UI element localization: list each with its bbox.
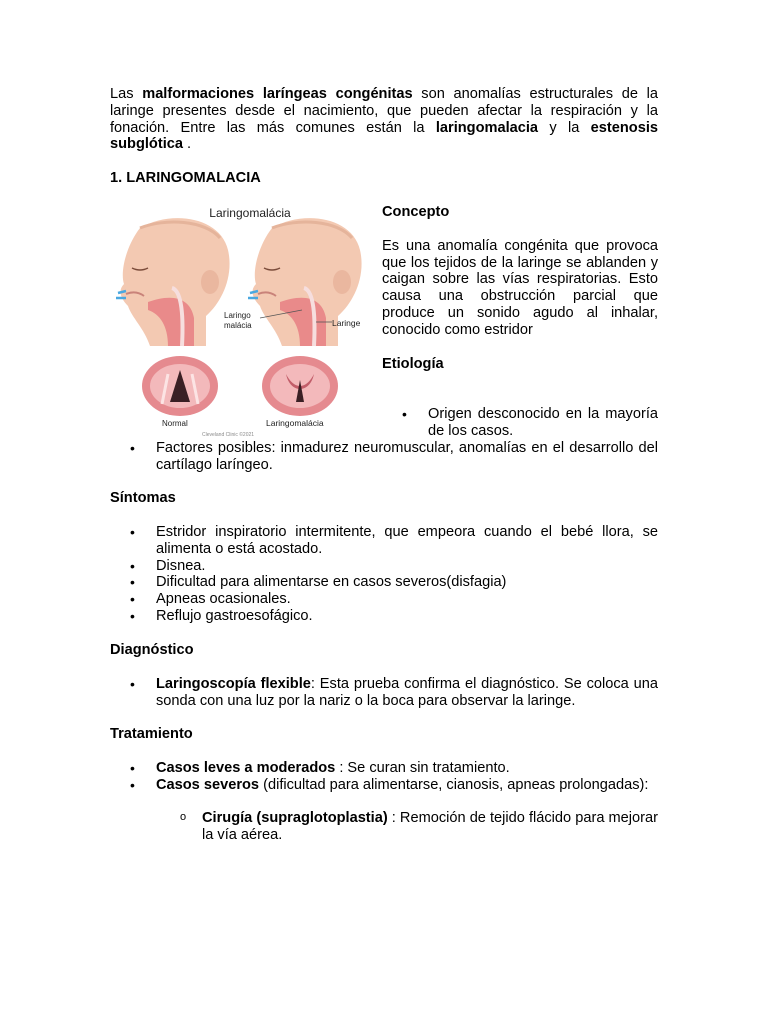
airway-view-normal [142,356,218,416]
list-item [110,760,658,777]
list-item: • Factores posibles: inmadurez neuromuscular, anomalías en el desarrollo del cartílago laríngeo. [110,440,658,474]
figure-credit: Cleveland Clinic ©2021 [202,432,255,438]
list-item [110,810,658,844]
caption-normal: Normal [162,419,188,428]
sintomas-list [110,524,658,625]
tratamiento-sub-text: : Remoción de tejido flácido para mejorar la vía aérea. [202,810,658,843]
caption-laryngomalacia: Laringomalácia [266,418,324,428]
tratamiento-list [110,760,658,794]
sintomas-heading: Síntomas [110,490,176,506]
intro-text: son anomalías estructurales de la laringe presentes desde el nacimiento, que pueden afectar la respiración y la fonación. Entre las más comunes están la [110,86,659,136]
tratamiento-item2-bold: Casos severos [156,776,260,793]
tratamiento-item1-text: : Se curan sin tratamiento. [335,760,510,776]
figure-title: Laringomalácia [209,206,291,220]
list-item: • Apneas ocasionales. [110,591,658,608]
etiologia-heading: Etiología [382,355,444,372]
list-item [110,777,658,794]
intro-bold-term: estenosis subglótica [110,119,658,153]
diagnostico-text: : Esta prueba confirma el diagnóstico. Se coloca una sonda con una luz por la nariz o la boca para observar la laringe. [156,676,658,709]
section-title: 1. LARINGOMALACIA [110,170,261,186]
airway-view-laryngomalacia [262,356,338,416]
etiologia-list-top [382,406,658,440]
diagnostico-bold: Laringoscopía flexible [156,676,311,692]
concepto-heading: Concepto [382,204,450,220]
laryngomalacia-illustration [110,198,372,438]
label-laringo-malacia: Laringo malácia [224,311,252,330]
list-item: • Dificultad para alimentarse en casos severos(disfagia) [110,574,658,591]
tratamiento-heading: Tratamiento [110,726,193,742]
list-item: • Estridor inspiratorio intermitente, que empeora cuando el bebé llora, se alimenta o está acostado. [110,524,658,558]
intro-text: . [182,136,192,153]
list-item: • Origen desconocido en la mayoría de los casos. [382,406,658,440]
list-item: • Disnea. [110,558,658,575]
intro-paragraph [110,86,658,153]
diagnostico-list [110,676,658,710]
label-laringe: Laringe [332,318,361,328]
tratamiento-item1-bold: Casos leves a moderados [156,760,336,776]
intro-bold-term: malformaciones laríngeas congénitas [142,86,413,102]
tratamiento-sublist [110,810,658,844]
intro-text: y la [538,119,591,136]
list-item: • Reflujo gastroesofágico. [110,608,658,625]
list-item [110,676,658,710]
intro-text: Las [110,86,143,102]
etiologia-list-bottom [110,440,658,474]
concepto-text: Es una anomalía congénita que provoca que los tejidos de la laringe se ablanden y caigan sobre las vías respiratorias. Esto causa una obstrucción parcial que produce un sonido agudo al inhalar, conocido como estridor [382,237,658,338]
intro-bold-term: laringomalacia [435,119,539,136]
tratamiento-item2-text: (dificultad para alimentarse, cianosis, apneas prolongadas): [259,776,649,793]
concepto-section [382,204,658,372]
diagnostico-heading: Diagnóstico [110,642,194,658]
tratamiento-sub-bold: Cirugía (supraglotoplastia) [202,810,388,826]
